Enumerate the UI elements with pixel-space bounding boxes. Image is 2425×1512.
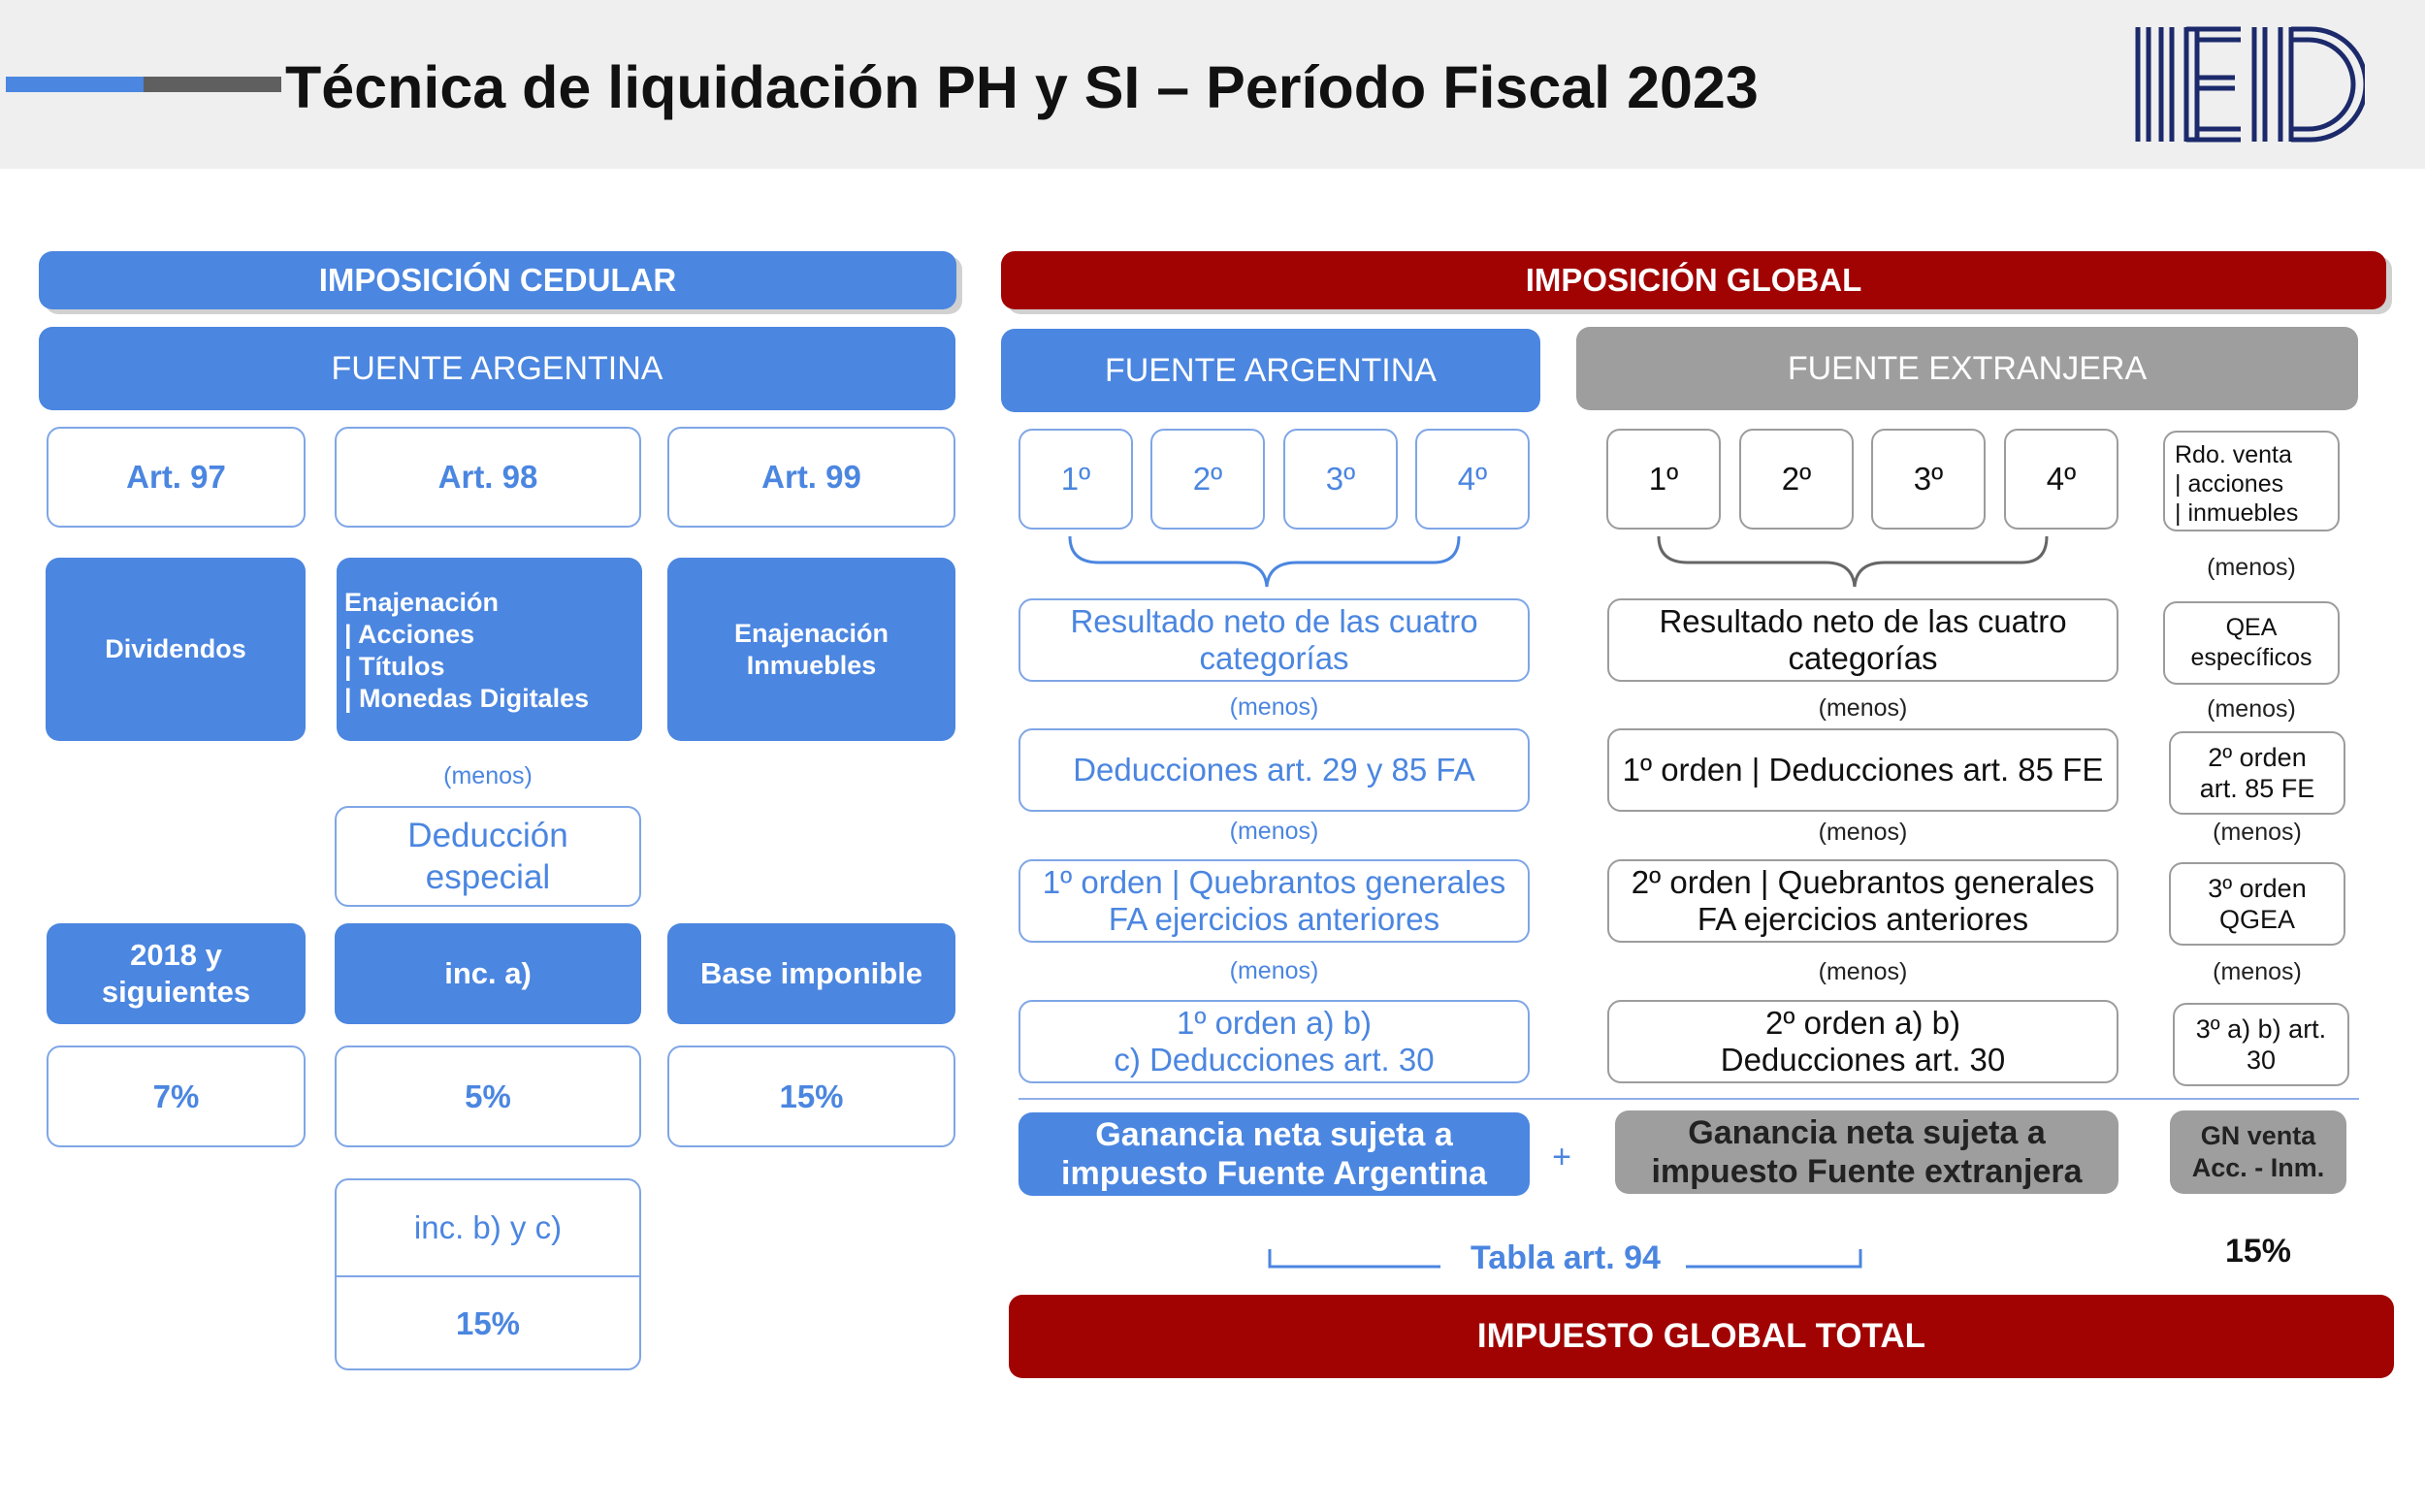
enajenacion-inmuebles-box — [667, 558, 955, 741]
fa-orden-ab-box — [1018, 1000, 1530, 1083]
fuente-argentina-cedular-header: FUENTE ARGENTINA — [39, 327, 955, 410]
fe-quebrantos-line: 2º orden | Quebrantos generales — [1631, 864, 2095, 900]
rdo-orden3ab-line: 3º a) b) art. — [2195, 1014, 2327, 1044]
rdo-orden3-box — [2169, 862, 2345, 946]
gn-venta-line: Acc. - Inm. — [2191, 1153, 2325, 1182]
fe-categoria-3: 3º — [1871, 429, 1986, 530]
gn-venta-box — [2170, 1110, 2346, 1194]
enajenacion-line: | Títulos — [344, 652, 445, 681]
fe-ganancia-line: impuesto Fuente extranjera — [1651, 1153, 2083, 1190]
art-98-box: Art. 98 — [335, 427, 641, 528]
fe-resultado-line: Resultado neto de las cuatro — [1659, 603, 2067, 639]
fuente-extranjera-header: FUENTE EXTRANJERA — [1576, 327, 2358, 410]
art-97-box: Art. 97 — [47, 427, 306, 528]
rate-15-box: 15% — [667, 1046, 955, 1147]
base-imponible-box: Base imponible — [667, 923, 955, 1024]
fa-ganancia-neta-box — [1018, 1112, 1530, 1196]
deduccion-especial-line: especial — [425, 858, 551, 896]
fa-deducciones-box: Deducciones art. 29 y 85 FA — [1018, 728, 1530, 812]
inmuebles-line: Enajenación — [733, 618, 889, 648]
dividendos-box: Dividendos — [46, 558, 306, 741]
rate-7-box: 7% — [47, 1046, 306, 1147]
fa-ganancia-line: impuesto Fuente Argentina — [1061, 1155, 1487, 1192]
rdo-orden3ab-box — [2173, 1003, 2349, 1086]
fa-categoria-2: 2º — [1150, 429, 1265, 530]
fe-quebrantos-box — [1607, 859, 2118, 943]
fe-menos-1: (menos) — [1818, 694, 1908, 722]
fa-resultado-neto-box — [1018, 598, 1530, 682]
fe-menos-3: (menos) — [1818, 958, 1908, 985]
menos-label: (menos) — [443, 762, 533, 789]
deduccion-especial-box — [335, 806, 641, 907]
rdo-rate-15: 15% — [2224, 1232, 2292, 1270]
rdo-orden2-line: 2º orden — [2208, 743, 2307, 772]
inc-bc-label: inc. b) y c) — [337, 1180, 639, 1277]
fe-categoria-1: 1º — [1606, 429, 1721, 530]
fe-resultado-line: categorías — [1788, 640, 1938, 676]
fa-quebrantos-line: 1º orden | Quebrantos generales — [1042, 864, 1506, 900]
fa-ganancia-line: Ganancia neta sujeta a — [1095, 1116, 1453, 1153]
qea-line: específicos — [2190, 644, 2312, 671]
enajenacion-line: Enajenación — [344, 588, 500, 617]
categoria-2018-line: siguientes — [101, 975, 251, 1009]
fa-menos-1: (menos) — [1229, 693, 1319, 721]
rdo-menos-3: (menos) — [2213, 819, 2302, 846]
rdo-orden3-line: QGEA — [2218, 905, 2296, 934]
categoria-2018-line: 2018 y — [130, 938, 222, 972]
qea-line: QEA — [2225, 614, 2278, 641]
inmuebles-line: Inmuebles — [746, 650, 877, 680]
rdo-venta-line: Rdo. venta — [2175, 441, 2292, 468]
fa-categoria-4: 4º — [1415, 429, 1530, 530]
fa-categoria-3: 3º — [1283, 429, 1398, 530]
fe-quebrantos-line: FA ejercicios anteriores — [1697, 901, 2029, 937]
categoria-2018-box — [47, 923, 306, 1024]
art-99-box: Art. 99 — [667, 427, 955, 528]
banner-imposicion-global: IMPOSICIÓN GLOBAL — [1001, 251, 2386, 309]
rdo-orden3ab-line: 30 — [2246, 1046, 2277, 1075]
fe-menos-2: (menos) — [1818, 819, 1908, 846]
gn-venta-line: GN venta — [2200, 1121, 2316, 1150]
deduccion-especial-line: Deducción — [407, 817, 568, 854]
impuesto-global-total-banner: IMPUESTO GLOBAL TOTAL — [1009, 1295, 2394, 1378]
rdo-orden2-box — [2169, 731, 2345, 815]
fe-categoria-4: 4º — [2004, 429, 2118, 530]
fe-ganancia-neta-box — [1615, 1110, 2118, 1194]
fe-deducciones-box: 1º orden | Deducciones art. 85 FE — [1607, 728, 2118, 812]
enajenacion-line: | Monedas Digitales — [344, 684, 590, 713]
enajenacion-acciones-box — [337, 558, 642, 741]
plus-sign: + — [1552, 1138, 1571, 1175]
fa-orden-line: 1º orden a) b) — [1177, 1005, 1372, 1041]
rdo-venta-line: | acciones — [2175, 470, 2284, 498]
fa-resultado-line: Resultado neto de las cuatro — [1070, 603, 1478, 639]
rdo-orden2-line: art. 85 FE — [2199, 774, 2315, 803]
fa-categoria-1: 1º — [1018, 429, 1133, 530]
fe-resultado-neto-box — [1607, 598, 2118, 682]
fuente-argentina-global-header: FUENTE ARGENTINA — [1001, 329, 1540, 412]
fe-orden-line: Deducciones art. 30 — [1720, 1042, 2006, 1078]
enajenacion-line: | Acciones — [344, 620, 475, 649]
rdo-menos-2: (menos) — [2207, 695, 2296, 723]
rate-5-box: 5% — [335, 1046, 641, 1147]
banner-imposicion-cedular: IMPOSICIÓN CEDULAR — [39, 251, 956, 309]
fa-quebrantos-box — [1018, 859, 1530, 943]
fe-orden-line: 2º orden a) b) — [1765, 1005, 1960, 1041]
fa-menos-3: (menos) — [1229, 957, 1319, 984]
fa-menos-2: (menos) — [1229, 818, 1319, 845]
rdo-menos-4: (menos) — [2213, 958, 2302, 985]
fa-quebrantos-line: FA ejercicios anteriores — [1108, 901, 1440, 937]
fe-orden-ab-box — [1607, 1000, 2118, 1083]
rdo-menos-1: (menos) — [2207, 554, 2296, 581]
qea-especificos-box — [2163, 601, 2340, 685]
fa-resultado-line: categorías — [1199, 640, 1349, 676]
page-title: Técnica de liquidación PH y SI – Período Fiscal 2023 — [285, 54, 1759, 120]
inc-a-box: inc. a) — [335, 923, 641, 1024]
fa-orden-line: c) Deducciones art. 30 — [1114, 1042, 1435, 1078]
rdo-venta-box — [2163, 431, 2340, 531]
rdo-orden3-line: 3º orden — [2208, 874, 2307, 903]
rdo-venta-line: | inmuebles — [2175, 499, 2299, 527]
tabla-art-94-label: Tabla art. 94 — [1471, 1239, 1661, 1276]
fe-ganancia-line: Ganancia neta sujeta a — [1688, 1114, 2046, 1151]
inc-bc-rate: 15% — [455, 1305, 521, 1341]
inc-bc-box — [335, 1178, 641, 1370]
fe-categoria-2: 2º — [1739, 429, 1854, 530]
